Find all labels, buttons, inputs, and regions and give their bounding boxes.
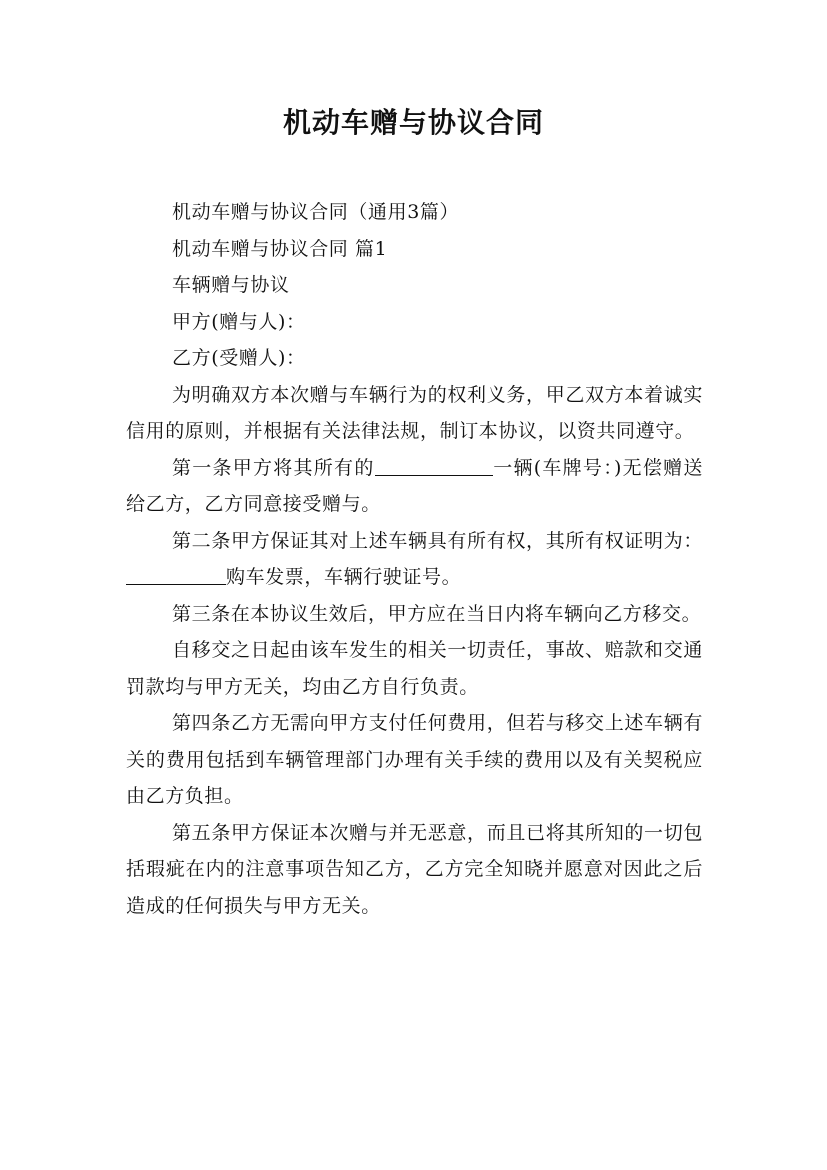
- subtitle-line: 机动车赠与协议合同（通用3篇）: [172, 201, 460, 223]
- clause-1-paragraph: [126, 450, 703, 523]
- document-title: 机动车赠与协议合同: [282, 106, 544, 139]
- clause-3-paragraph: 第三条在本协议生效后，甲方应在当日内将车辆向乙方移交。: [172, 602, 702, 625]
- liability-paragraph: 自移交之日起由该车发生的相关一切责任，事故、赔款和交通罚款均与甲方无关，均由乙方自行负责。: [126, 639, 703, 698]
- document-body: [126, 194, 703, 924]
- agreement-name: 车辆赠与协议: [172, 274, 290, 296]
- clause-4-paragraph: 第四条乙方无需向甲方支付任何费用，但若与移交上述车辆有关的费用包括到车辆管理部门办理有关手续的费用以及有关契税应由乙方负担。: [126, 712, 703, 807]
- preamble-paragraph: 为明确双方本次赠与车辆行为的权利义务，甲乙双方本着诚实信用的原则，并根据有关法律法规，制订本协议，以资共同遵守。: [126, 383, 703, 442]
- clause-1-text-after: 一辆(车牌号：)无偿赠送给乙方，乙方同意接受赠与。: [126, 456, 703, 515]
- clause-5-paragraph: 第五条甲方保证本次赠与并无恶意，而且已将其所知的一切包括瑕疵在内的注意事项告知乙方，乙方完全知晓并愿意对因此之后造成的任何损失与甲方无关。: [126, 821, 703, 917]
- party-a-line: 甲方(赠与人)：: [172, 310, 306, 333]
- clause-2-paragraph: [126, 523, 703, 596]
- section-heading: 机动车赠与协议合同 篇1: [172, 237, 388, 260]
- clause-2-text-before: 第二条甲方保证其对上述车辆具有所有权，其所有权证明为：: [172, 529, 703, 552]
- clause-2-text-after: 购车发票，车辆行驶证号。: [226, 566, 462, 588]
- clause-1-text-before: 第一条甲方将其所有的: [172, 456, 375, 479]
- blank-field-vehicle: [375, 455, 493, 476]
- blank-field-certificate: [126, 564, 226, 585]
- party-b-line: 乙方(受赠人)：: [172, 347, 306, 369]
